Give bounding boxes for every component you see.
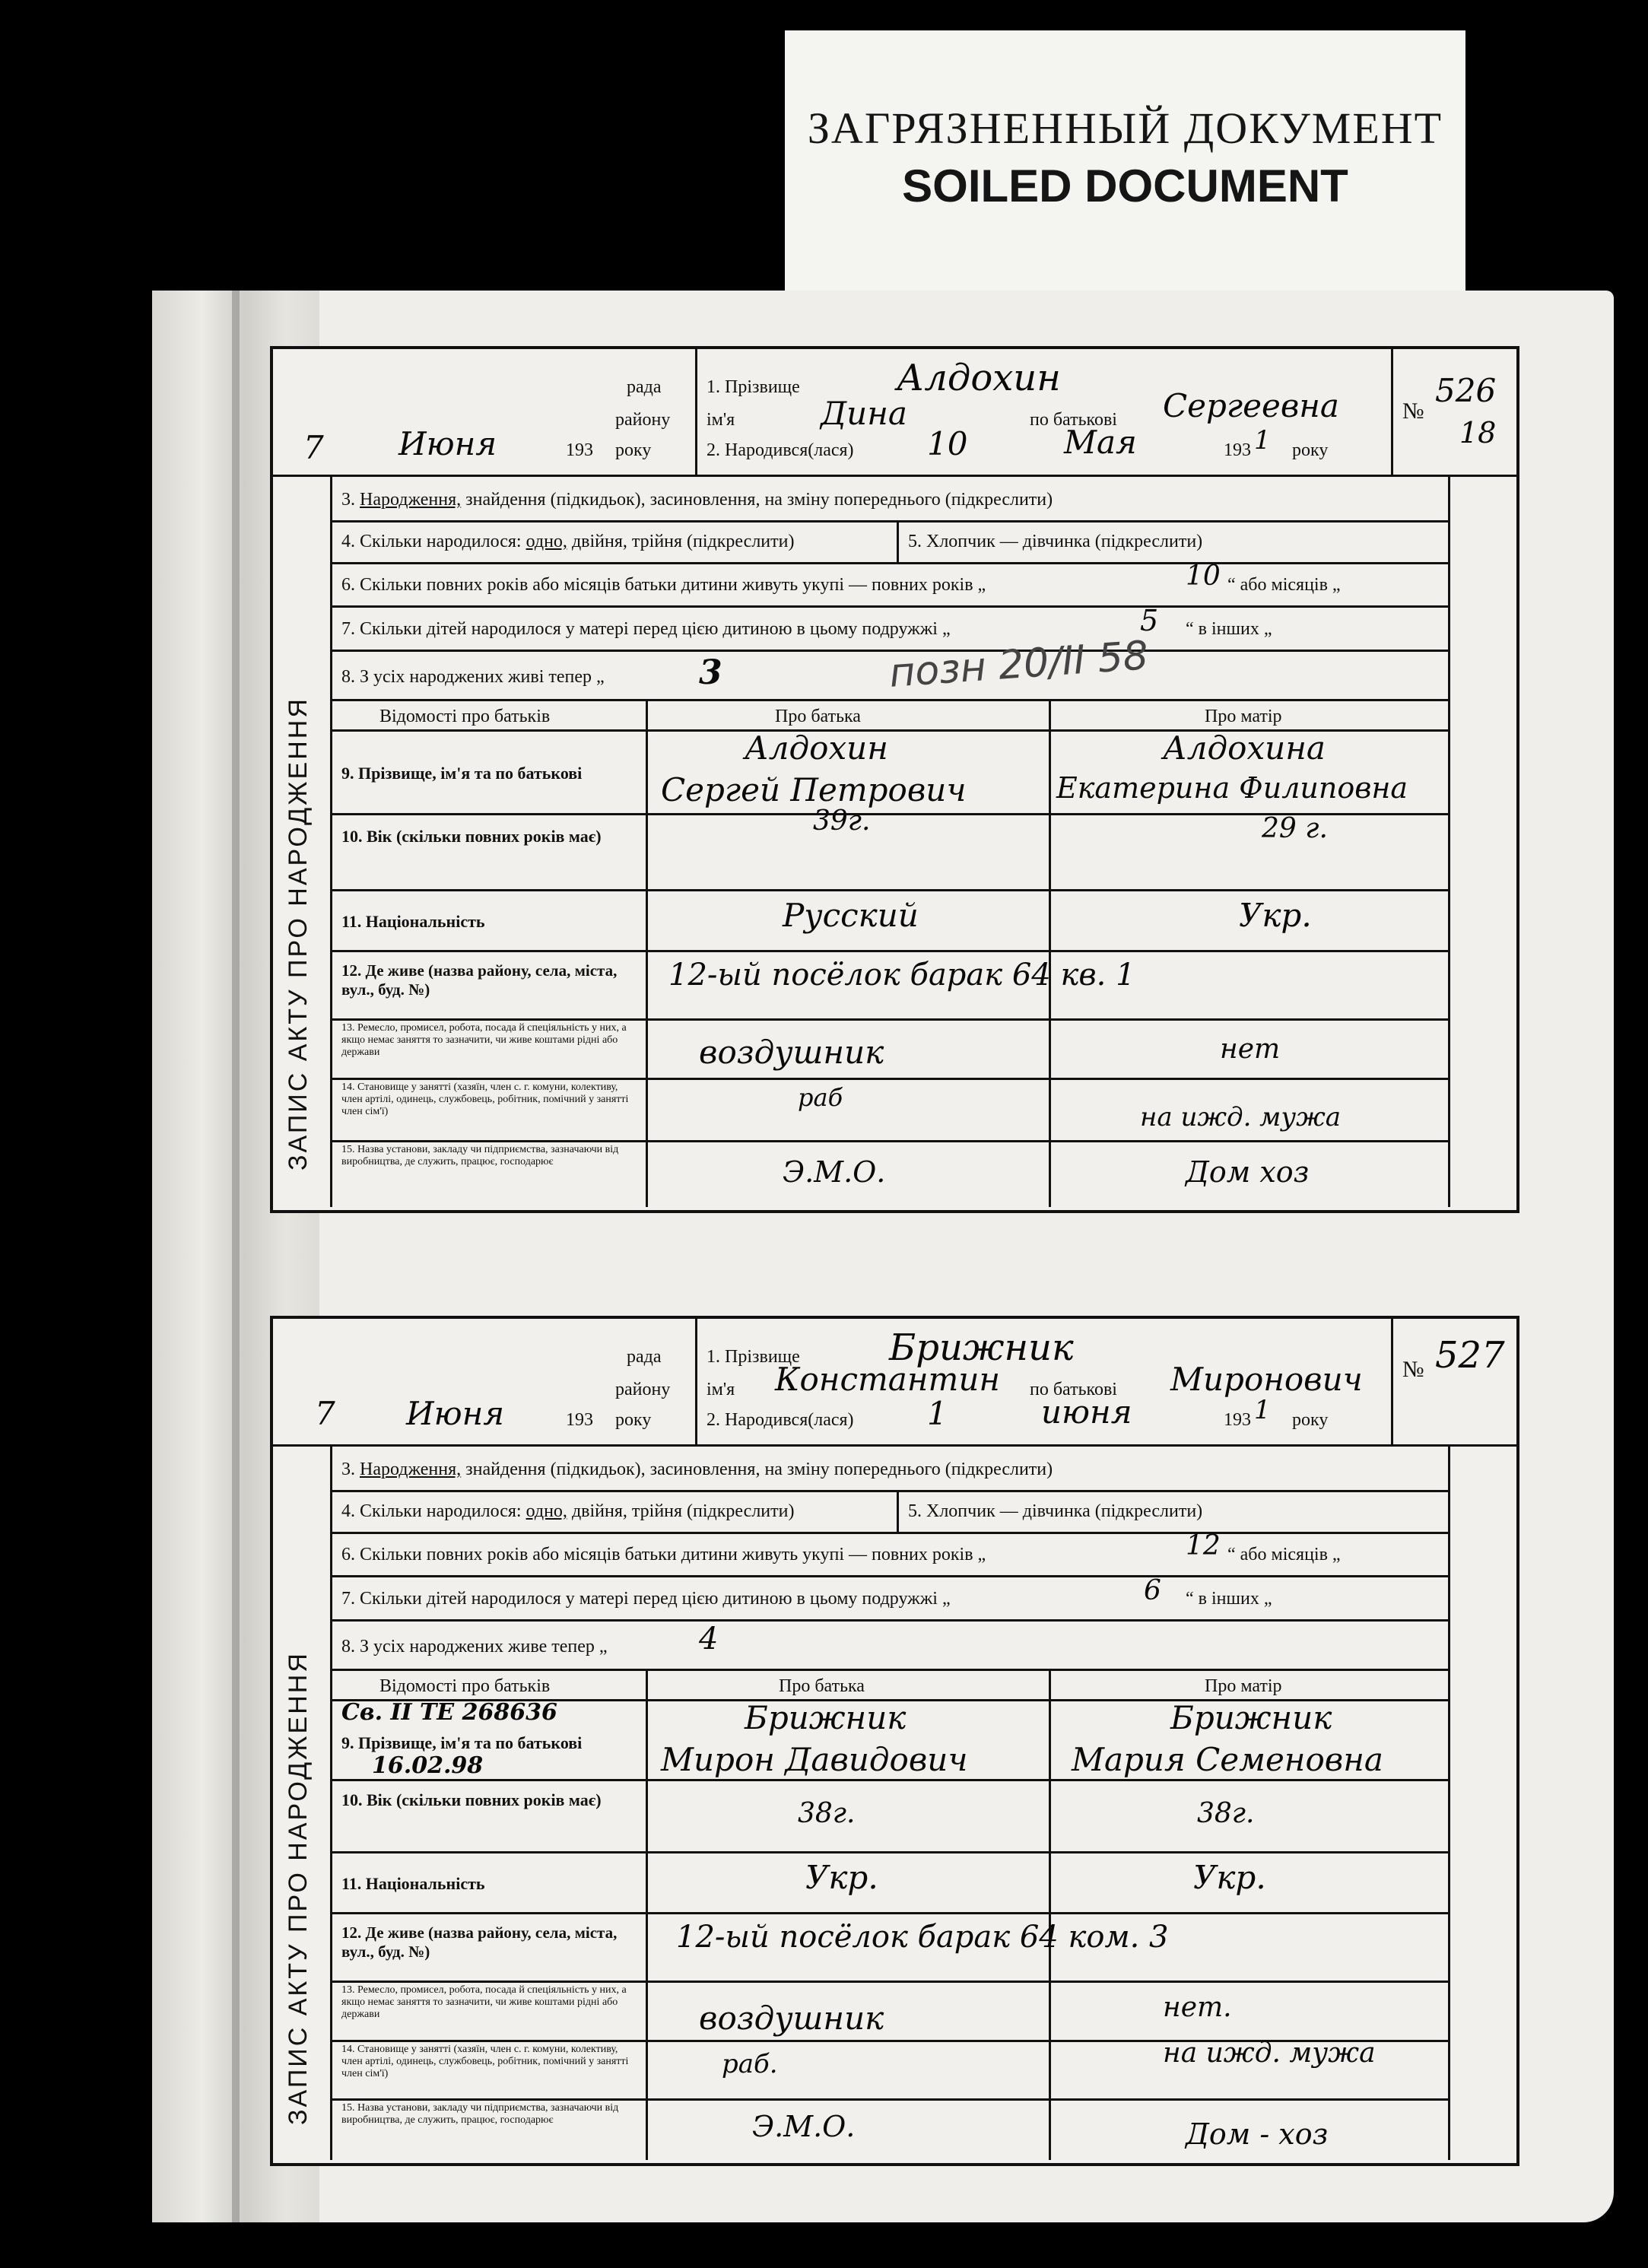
birth-year-suffix: 1 — [1254, 1395, 1271, 1425]
mother-status: на ижд. мужа — [1140, 1102, 1342, 1132]
reg-month: Июня — [399, 425, 497, 462]
row4: 4. Скільки народилося: одно, двійня, трійня (підкреслити) — [341, 1501, 795, 1521]
birth-roku-label: року — [1292, 1410, 1329, 1430]
mother-age: 29 г. — [1262, 813, 1328, 844]
birth-year-suffix: 1 — [1254, 425, 1271, 456]
father-age: 38г. — [798, 1798, 856, 1829]
row10-label: 10. Вік (скільки повних років має) — [341, 1790, 602, 1809]
row6-end: “ або місяців „ — [1227, 1545, 1341, 1564]
patronymic-label: по батькові — [1030, 410, 1117, 430]
row7: 7. Скільки дітей народилося у матері перед цією дитиною в цьому подружжі „ — [341, 619, 951, 639]
father-age: 39г. — [813, 805, 871, 837]
mother-names: Екатерина Филиповна — [1056, 771, 1408, 805]
birth-year-prefix: 193 — [1224, 440, 1251, 460]
child-name: Константин — [775, 1361, 1001, 1398]
certificate-date: 16.02.98 — [372, 1752, 484, 1779]
mother-nationality: Укр. — [1239, 897, 1312, 934]
row14-label: 14. Становище у занятті (хазяїн, член с. г. комуни, колективу, член артілі, одинець, службовець, робітник, помічний у занятті член сім'ї) — [341, 2044, 629, 2079]
born-label: 2. Народився(лася) — [707, 1410, 854, 1430]
row8: 8. З усіх народжених живі тепер „ — [341, 667, 605, 687]
child-patronymic: Сергеевна — [1163, 387, 1339, 424]
row13-label: 13. Ремесло, промисел, робота, посада й спеціяльність у них, а якщо немає заняття то зазначити, чи живе коштами рідні або держави — [341, 1022, 627, 1058]
father-workplace: Э.М.О. — [783, 1155, 886, 1189]
reg-day: 7 — [303, 429, 324, 466]
father-names: Мирон Давидович — [661, 1741, 968, 1778]
father-nationality: Русский — [783, 897, 919, 934]
number-label: № — [1402, 399, 1424, 424]
mother-header: Про матір — [1205, 707, 1282, 726]
patronymic-label: по батькові — [1030, 1380, 1117, 1399]
year-prefix: 193 — [566, 1410, 593, 1430]
mother-occupation: нет. — [1163, 1992, 1232, 2023]
birth-month: Мая — [1064, 424, 1137, 461]
mother-workplace: Дом - хоз — [1186, 2117, 1329, 2151]
year-prefix: 193 — [566, 440, 593, 460]
row12-label: 12. Де живе (назва району, села, міста, вул., буд. №) — [341, 1923, 618, 1961]
row11-label: 11. Національність — [341, 912, 485, 931]
child-name: Дина — [821, 395, 907, 432]
child-surname: Алдохин — [897, 357, 1061, 399]
mother-age: 38г. — [1197, 1798, 1255, 1829]
row3: 3. Народження, знайдення (підкидьок), засиновлення, на зміну попереднього (підкреслити) — [341, 490, 1053, 510]
years-together: 10 — [1186, 561, 1221, 592]
birth-roku-label: року — [1292, 440, 1329, 460]
row7-end: “ в інших „ — [1186, 619, 1272, 639]
mother-surname: Брижник — [1170, 1699, 1332, 1736]
label-russian: ЗАГРЯЗНЕННЫЙ ДОКУМЕНТ — [807, 103, 1443, 153]
row5: 5. Хлопчик — дівчинка (підкреслити) — [908, 1501, 1203, 1521]
father-names: Сергей Петрович — [661, 771, 967, 808]
mother-occupation: нет — [1220, 1034, 1281, 1065]
mother-header: Про матір — [1205, 1676, 1282, 1696]
mother-workplace: Дом хоз — [1186, 1155, 1310, 1189]
father-workplace: Э.М.О. — [752, 2110, 856, 2143]
surname-label: 1. Прізвище — [707, 1347, 800, 1367]
roku-label: року — [615, 440, 652, 460]
birth-record-2 — [270, 1316, 1519, 2166]
row13-label: 13. Ремесло, промисел, робота, посада й спеціяльність у них, а якщо немає заняття то зазначити, чи живе коштами рідні або держави — [341, 1984, 627, 2020]
parents-header: Відомості про батьків — [379, 1676, 551, 1696]
record-number-extra: 18 — [1459, 416, 1497, 449]
side-title: ЗАПИС АКТУ ПРО НАРОДЖЕННЯ — [284, 1651, 313, 2125]
row4: 4. Скільки народилося: одно, двійня, трійня (підкреслити) — [341, 532, 795, 551]
father-occupation: воздушник — [699, 1034, 884, 1071]
row8: 8. З усіх народжених живе тепер „ — [341, 1637, 608, 1657]
birth-day: 1 — [927, 1395, 948, 1432]
annotation-stamp: позн 20/II 58 — [888, 633, 1150, 697]
certificate-annotation: Св. II ТЕ 268636 — [341, 1699, 557, 1726]
row6: 6. Скільки повних років або місяців батьки дитини живуть укупі — повних років „ — [341, 1545, 986, 1564]
address: 12-ый посёлок барак 64 ком. 3 — [676, 1920, 1169, 1955]
alive-count: 4 — [699, 1622, 719, 1657]
father-status: раб. — [722, 2049, 778, 2079]
row5: 5. Хлопчик — дівчинка (підкреслити) — [908, 532, 1203, 551]
birth-record-1 — [270, 346, 1519, 1213]
soiled-document-label — [785, 30, 1465, 298]
row15-label: 15. Назва установи, закладу чи підприємства, зазначаючи від виробництва, де служить, працює, господарює — [341, 1144, 619, 1167]
surname-label: 1. Прізвище — [707, 377, 800, 397]
row7-end: “ в інших „ — [1186, 1589, 1272, 1609]
born-label: 2. Народився(лася) — [707, 440, 854, 460]
rada-label: рада — [627, 1347, 662, 1367]
father-occupation: воздушник — [699, 2000, 884, 2037]
parents-header: Відомості про батьків — [379, 707, 551, 726]
reg-day: 7 — [315, 1395, 335, 1432]
row11-label: 11. Національність — [341, 1874, 485, 1893]
child-surname: Брижник — [889, 1326, 1074, 1369]
father-header: Про батька — [775, 707, 861, 726]
side-title: ЗАПИС АКТУ ПРО НАРОДЖЕННЯ — [284, 697, 313, 1171]
birth-day: 10 — [927, 425, 968, 462]
address: 12-ый посёлок барак 64 кв. 1 — [668, 958, 1135, 993]
record-number: 526 — [1435, 372, 1497, 409]
raion-label: району — [615, 1380, 671, 1399]
label-english: SOILED DOCUMENT — [902, 160, 1348, 211]
row10-label: 10. Вік (скільки повних років має) — [341, 827, 602, 846]
rada-label: рада — [627, 377, 662, 397]
mother-nationality: Укр. — [1193, 1859, 1266, 1896]
number-label: № — [1402, 1357, 1424, 1382]
row6-end: “ або місяців „ — [1227, 575, 1341, 595]
child-patronymic: Миронович — [1170, 1361, 1363, 1398]
prev-children: 5 — [1140, 604, 1159, 637]
father-surname: Алдохин — [745, 729, 888, 767]
row9-label: 9. Прізвище, ім'я та по батькові — [341, 764, 583, 783]
father-status: раб — [798, 1083, 843, 1112]
birth-year-prefix: 193 — [1224, 1410, 1251, 1430]
raion-label: району — [615, 410, 671, 430]
prev-children: 6 — [1144, 1575, 1161, 1606]
record-number: 527 — [1435, 1334, 1505, 1377]
mother-names: Мария Семеновна — [1072, 1741, 1383, 1778]
alive-count: 3 — [699, 653, 722, 692]
mother-surname: Алдохина — [1163, 729, 1326, 767]
row7: 7. Скільки дітей народилося у матері перед цією дитиною в цьому подружжі „ — [341, 1589, 951, 1609]
name-label: ім'я — [707, 1380, 735, 1399]
row14-label: 14. Становище у занятті (хазяїн, член с. г. комуни, колективу, член артілі, одинець, службовець, робітник, помічний у занятті член сім'ї) — [341, 1082, 629, 1117]
row6: 6. Скільки повних років або місяців батьки дитини живуть укупі — повних років „ — [341, 575, 986, 595]
mother-status: на ижд. мужа — [1163, 2038, 1376, 2069]
reg-month: Июня — [406, 1395, 505, 1432]
row3: 3. Народження, знайдення (підкидьок), засиновлення, на зміну попереднього (підкреслити) — [341, 1460, 1053, 1479]
roku-label: року — [615, 1410, 652, 1430]
row9-label: 9. Прізвище, ім'я та по батькові — [341, 1733, 583, 1752]
birth-month: июня — [1041, 1393, 1132, 1431]
father-nationality: Укр. — [805, 1859, 878, 1896]
row12-label: 12. Де живе (назва району, села, міста, вул., буд. №) — [341, 961, 618, 999]
name-label: ім'я — [707, 410, 735, 430]
years-together: 12 — [1186, 1530, 1221, 1561]
father-surname: Брижник — [745, 1699, 907, 1736]
father-header: Про батька — [779, 1676, 865, 1696]
binding-crease — [232, 291, 240, 2222]
row15-label: 15. Назва установи, закладу чи підприємства, зазначаючи від виробництва, де служить, працює, господарює — [341, 2102, 619, 2126]
